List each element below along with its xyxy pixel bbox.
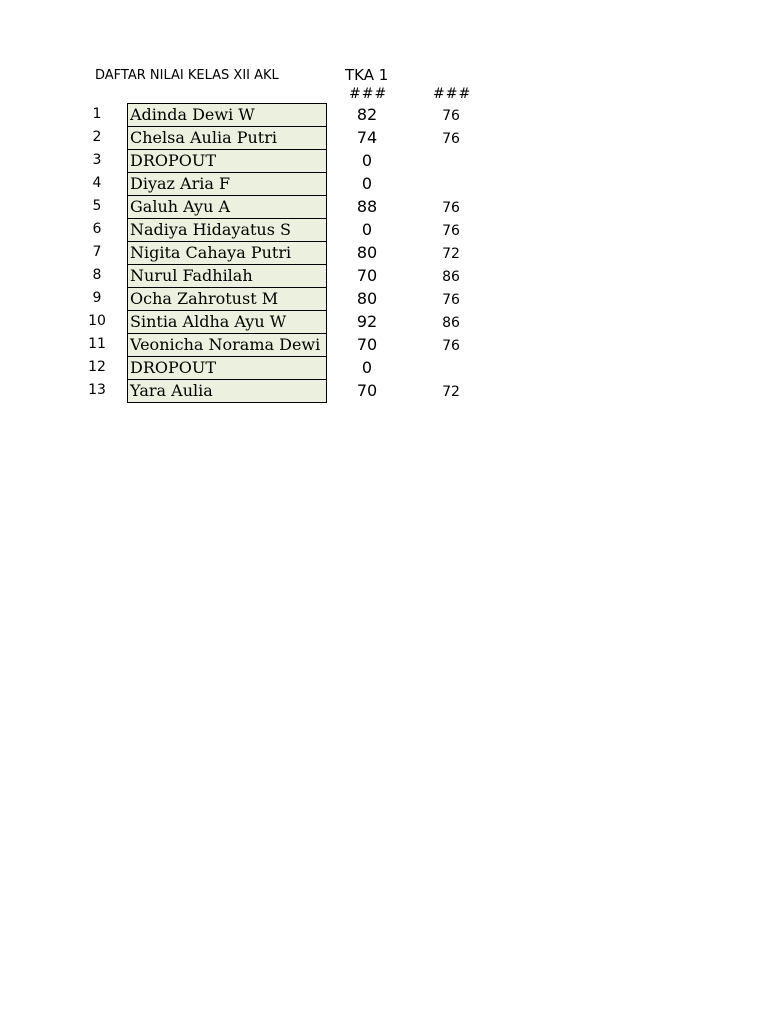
sheet-title: DAFTAR NILAI KELAS XII AKL <box>95 68 279 83</box>
score-cell-tka1[interactable]: 0 <box>361 220 373 239</box>
row-number: 4 <box>92 175 102 191</box>
score-cell-tka1[interactable]: 0 <box>361 151 373 170</box>
table-row <box>0 310 768 333</box>
table-row <box>0 126 768 149</box>
column-header-a: ### <box>349 86 388 102</box>
row-number: 12 <box>88 359 106 375</box>
table-row <box>0 333 768 356</box>
score-cell-second[interactable]: 86 <box>442 315 460 331</box>
table-row <box>0 241 768 264</box>
student-name-cell[interactable]: Ocha Zahrotust M <box>127 287 327 310</box>
student-name-cell[interactable]: Sintia Aldha Ayu W <box>127 310 327 333</box>
student-name-cell[interactable]: DROPOUT <box>127 149 327 172</box>
table-row <box>0 195 768 218</box>
student-name-cell[interactable]: Adinda Dewi W <box>127 103 327 126</box>
score-cell-tka1[interactable]: 80 <box>356 243 378 262</box>
score-cell-tka1[interactable]: 0 <box>361 174 373 193</box>
row-number: 13 <box>88 382 106 398</box>
student-name-cell[interactable]: Veonicha Norama Dewi <box>127 333 327 356</box>
score-cell-tka1[interactable]: 70 <box>356 381 378 400</box>
column-header-b: ### <box>433 86 472 102</box>
score-cell-second[interactable]: 72 <box>442 384 460 400</box>
row-number: 11 <box>88 336 106 352</box>
score-cell-second[interactable]: 76 <box>442 108 460 124</box>
row-number: 3 <box>92 152 102 168</box>
row-number: 9 <box>92 290 102 306</box>
table-row <box>0 103 768 126</box>
student-name-cell[interactable]: DROPOUT <box>127 356 327 379</box>
table-row <box>0 172 768 195</box>
score-cell-tka1[interactable]: 82 <box>356 105 378 124</box>
row-number: 6 <box>92 221 102 237</box>
score-cell-tka1[interactable]: 70 <box>356 335 378 354</box>
table-row <box>0 149 768 172</box>
row-number: 5 <box>92 198 102 214</box>
column-title-tka1: TKA 1 <box>345 66 389 84</box>
student-name-cell[interactable]: Galuh Ayu A <box>127 195 327 218</box>
row-number: 1 <box>92 106 102 122</box>
table-row <box>0 264 768 287</box>
score-cell-tka1[interactable]: 88 <box>356 197 378 216</box>
score-cell-second[interactable]: 76 <box>442 292 460 308</box>
table-row <box>0 379 768 402</box>
score-cell-second[interactable]: 76 <box>442 338 460 354</box>
score-cell-second[interactable]: 76 <box>442 200 460 216</box>
student-name-cell[interactable]: Yara Aulia <box>127 379 327 403</box>
score-cell-tka1[interactable]: 74 <box>356 128 378 147</box>
student-name-cell[interactable]: Nadiya Hidayatus S <box>127 218 327 241</box>
row-number: 8 <box>92 267 102 283</box>
student-name-cell[interactable]: Nigita Cahaya Putri <box>127 241 327 264</box>
score-cell-second[interactable]: 72 <box>442 246 460 262</box>
student-name-cell[interactable]: Diyaz Aria F <box>127 172 327 195</box>
row-number: 10 <box>88 313 106 329</box>
score-cell-second[interactable]: 86 <box>442 269 460 285</box>
row-number: 7 <box>92 244 102 260</box>
table-row <box>0 287 768 310</box>
score-cell-tka1[interactable]: 92 <box>356 312 378 331</box>
student-name-cell[interactable]: Nurul Fadhilah <box>127 264 327 287</box>
row-number: 2 <box>92 129 102 145</box>
table-row <box>0 356 768 379</box>
student-name-cell[interactable]: Chelsa Aulia Putri <box>127 126 327 149</box>
score-cell-second[interactable]: 76 <box>442 223 460 239</box>
score-cell-second[interactable]: 76 <box>442 131 460 147</box>
score-cell-tka1[interactable]: 0 <box>361 358 373 377</box>
score-cell-tka1[interactable]: 70 <box>356 266 378 285</box>
score-cell-tka1[interactable]: 80 <box>356 289 378 308</box>
table-row <box>0 218 768 241</box>
